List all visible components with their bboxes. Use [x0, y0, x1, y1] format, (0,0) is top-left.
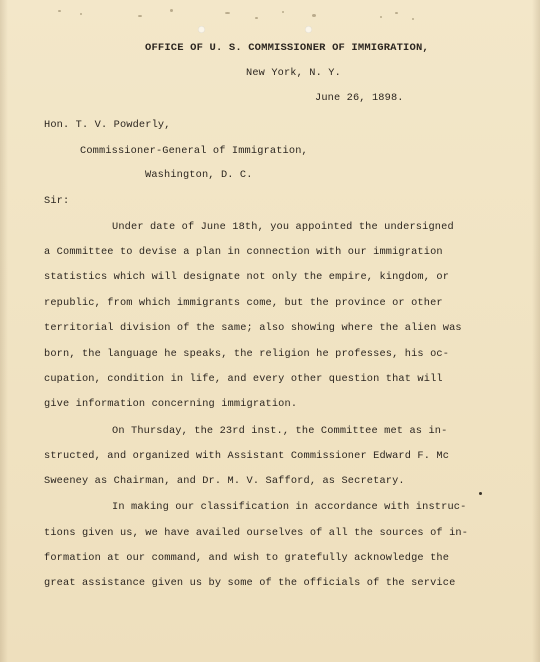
body-line: formation at our command, and wish to gratefully acknowledge the: [44, 552, 450, 564]
body-line: tions given us, we have availed ourselves of all the sources of in-: [44, 527, 469, 539]
body-line: give information concerning immigration.: [44, 398, 298, 410]
body-line: structed, and organized with Assistant Commissioner Edward F. Mc: [44, 450, 450, 462]
body-line: territorial division of the same; also showing where the alien was: [44, 322, 462, 334]
recipient-name: Hon. T. V. Powderly,: [44, 119, 171, 131]
punch-hole-left: [198, 26, 205, 33]
body-line: statistics which will designate not only the empire, kingdom, or: [44, 271, 450, 283]
recipient-location: Washington, D. C.: [145, 169, 253, 181]
recipient-title: Commissioner-General of Immigration,: [80, 145, 308, 157]
body-line: In making our classification in accordance with instruc-: [112, 501, 467, 513]
page-edge-shadow-left: [0, 0, 8, 662]
punch-hole-right: [305, 26, 312, 33]
body-line: Under date of June 18th, you appointed the undersigned: [112, 221, 454, 233]
letter-date: June 26, 1898.: [315, 92, 404, 104]
body-line: cupation, condition in life, and every other question that will: [44, 373, 443, 385]
paper-marks: [50, 6, 480, 26]
salutation: Sir:: [44, 195, 70, 207]
letter-place: New York, N. Y.: [246, 67, 341, 79]
body-line: great assistance given us by some of the officials of the service: [44, 577, 456, 589]
letterhead: OFFICE OF U. S. COMMISSIONER OF IMMIGRATION,: [145, 42, 429, 54]
body-line: republic, from which immigrants come, but the province or other: [44, 297, 443, 309]
body-line: a Committee to devise a plan in connection with our immigration: [44, 246, 443, 258]
body-line: Sweeney as Chairman, and Dr. M. V. Safford, as Secretary.: [44, 475, 405, 487]
ink-dot: [479, 492, 482, 495]
body-line: born, the language he speaks, the religion he professes, his oc-: [44, 348, 450, 360]
page-edge-shadow-right: [532, 0, 540, 662]
body-line: On Thursday, the 23rd inst., the Committee met as in-: [112, 425, 448, 437]
